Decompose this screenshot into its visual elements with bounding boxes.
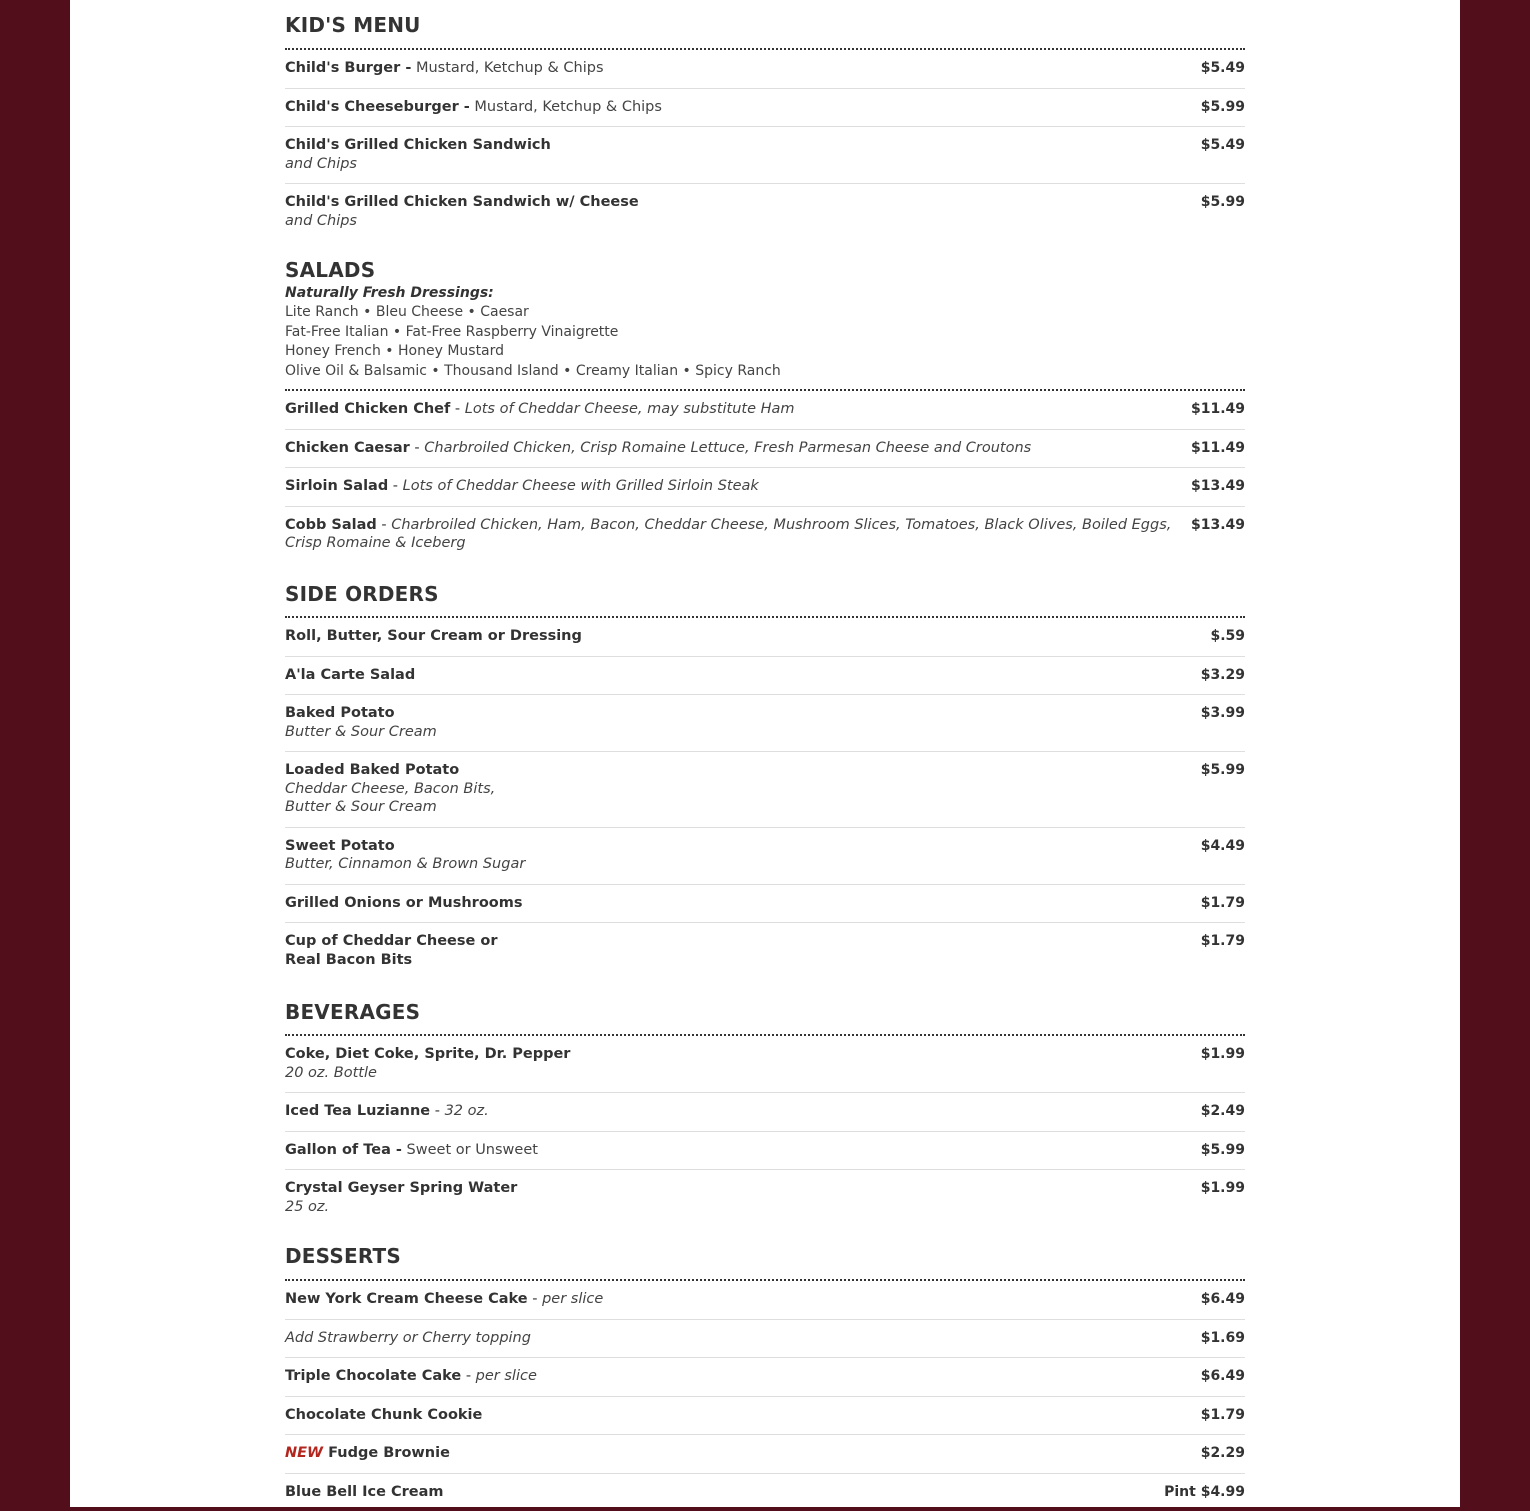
menu-item xyxy=(285,828,1245,885)
menu-page xyxy=(70,0,1460,1507)
item-price: $3.29 xyxy=(1201,666,1245,685)
item-separator: - xyxy=(461,1368,475,1384)
item-price: $.59 xyxy=(1210,627,1245,646)
item-name: Roll, Butter, Sour Cream or Dressing xyxy=(285,628,582,644)
menu-item xyxy=(285,430,1245,469)
item-price: $1.99 xyxy=(1201,1045,1245,1064)
item-description: 32 oz. xyxy=(445,1103,489,1119)
item-name: Sirloin Salad xyxy=(285,478,388,494)
item-price: $3.99 xyxy=(1201,704,1245,723)
item-description: Butter, Cinnamon & Brown Sugar xyxy=(285,855,1185,874)
item-description: Lots of Cheddar Cheese, may substitute Ham xyxy=(465,401,795,417)
menu-item xyxy=(285,695,1245,752)
item-description: and Chips xyxy=(285,155,1185,174)
item-name: Child's Grilled Chicken Sandwich xyxy=(285,137,551,153)
item-name: Chocolate Chunk Cookie xyxy=(285,1407,482,1423)
item-price: $5.99 xyxy=(1201,761,1245,780)
item-price: $2.29 xyxy=(1201,1444,1245,1463)
item-name: Real Bacon Bits xyxy=(285,951,1185,970)
item-name: A'la Carte Salad xyxy=(285,667,415,683)
item-name: Fudge Brownie xyxy=(323,1445,450,1461)
item-name: Triple Chocolate Cake xyxy=(285,1368,461,1384)
item-name: Cobb Salad xyxy=(285,517,377,533)
item-price: $5.49 xyxy=(1201,136,1245,155)
menu-item xyxy=(285,1170,1245,1226)
salads-section xyxy=(285,257,1245,563)
item-price: $2.49 xyxy=(1201,1102,1245,1121)
item-name: Baked Potato xyxy=(285,705,395,721)
item-price: $1.99 xyxy=(1201,1179,1245,1198)
section-title: KID'S MENU xyxy=(285,12,1245,38)
item-name: Sweet Potato xyxy=(285,838,395,854)
item-name: Crystal Geyser Spring Water xyxy=(285,1180,517,1196)
item-description: Mustard, Ketchup & Chips xyxy=(470,99,662,115)
menu-item xyxy=(285,1093,1245,1132)
item-description: per slice xyxy=(476,1368,537,1384)
item-separator: - xyxy=(377,517,391,533)
dressings-line: Lite Ranch • Bleu Cheese • Caesar xyxy=(285,303,1245,323)
item-price: $11.49 xyxy=(1191,400,1245,419)
menu-item xyxy=(285,1281,1245,1320)
item-separator: - xyxy=(528,1291,542,1307)
new-badge: NEW xyxy=(285,1445,323,1461)
menu-item xyxy=(285,885,1245,924)
item-description: Butter & Sour Cream xyxy=(285,798,1185,817)
menu-item xyxy=(285,50,1245,89)
item-price: Pint $4.99 xyxy=(1164,1483,1245,1502)
item-name: Child's Grilled Chicken Sandwich w/ Cheese xyxy=(285,194,639,210)
item-price: $13.49 xyxy=(1191,477,1245,496)
menu-item xyxy=(285,1397,1245,1436)
item-name: Iced Tea Luzianne xyxy=(285,1103,430,1119)
side-orders-section xyxy=(285,581,1245,979)
item-price: $6.49 xyxy=(1201,1290,1245,1309)
menu-item xyxy=(285,1358,1245,1397)
menu-item xyxy=(285,89,1245,128)
item-name: Child's Cheeseburger - xyxy=(285,99,470,115)
item-price: $1.79 xyxy=(1201,894,1245,913)
item-description: Lots of Cheddar Cheese with Grilled Sirloin Steak xyxy=(403,478,759,494)
item-separator: - xyxy=(410,440,424,456)
item-description: Cheddar Cheese, Bacon Bits, xyxy=(285,780,1185,799)
item-description: Charbroiled Chicken, Crisp Romaine Lettuce, Fresh Parmesan Cheese and Croutons xyxy=(424,440,1031,456)
item-name: Chicken Caesar xyxy=(285,440,410,456)
item-price: $13.49 xyxy=(1191,516,1245,535)
item-description: Sweet or Unsweet xyxy=(402,1142,538,1158)
menu-item xyxy=(285,184,1245,240)
menu-item xyxy=(285,752,1245,828)
item-description: Add Strawberry or Cherry topping xyxy=(285,1330,531,1346)
item-name: Coke, Diet Coke, Sprite, Dr. Pepper xyxy=(285,1046,570,1062)
menu-item xyxy=(285,1320,1245,1359)
section-title: DESSERTS xyxy=(285,1243,1245,1269)
item-description: Butter & Sour Cream xyxy=(285,723,1185,742)
section-title: SIDE ORDERS xyxy=(285,581,1245,607)
item-separator: - xyxy=(430,1103,444,1119)
item-separator: - xyxy=(450,401,464,417)
item-description: 20 oz. Bottle xyxy=(285,1064,1185,1083)
section-title: SALADS xyxy=(285,257,1245,283)
item-description: 25 oz. xyxy=(285,1198,1185,1217)
item-price: $1.79 xyxy=(1201,932,1245,951)
menu-item xyxy=(285,1435,1245,1474)
item-name: Gallon of Tea - xyxy=(285,1142,402,1158)
item-name: Cup of Cheddar Cheese or xyxy=(285,932,1185,951)
item-name: Blue Bell Ice Cream xyxy=(285,1484,444,1500)
menu-item xyxy=(285,923,1245,979)
menu-item xyxy=(285,1474,1245,1511)
kids-menu-section xyxy=(285,12,1245,240)
desserts-section xyxy=(285,1243,1245,1511)
item-price: $1.69 xyxy=(1201,1329,1245,1348)
menu-item xyxy=(285,468,1245,507)
item-price: $5.49 xyxy=(1201,59,1245,78)
dressings-heading: Naturally Fresh Dressings: xyxy=(285,283,1245,303)
menu-item xyxy=(285,618,1245,657)
menu-item xyxy=(285,1036,1245,1093)
menu-item xyxy=(285,1132,1245,1171)
dressings-line: Olive Oil & Balsamic • Thousand Island • Creamy Italian • Spicy Ranch xyxy=(285,362,1245,382)
dressings-line: Honey French • Honey Mustard xyxy=(285,342,1245,362)
section-title: BEVERAGES xyxy=(285,999,1245,1025)
beverages-section xyxy=(285,999,1245,1226)
item-price: $5.99 xyxy=(1201,1141,1245,1160)
menu-item xyxy=(285,657,1245,696)
dressings-line: Fat-Free Italian • Fat-Free Raspberry Vinaigrette xyxy=(285,323,1245,343)
item-name: Child's Burger - xyxy=(285,60,411,76)
item-name: Grilled Chicken Chef xyxy=(285,401,450,417)
item-price: $11.49 xyxy=(1191,439,1245,458)
menu-item xyxy=(285,391,1245,430)
menu-item xyxy=(285,127,1245,184)
item-price: $5.99 xyxy=(1201,193,1245,212)
item-name: Grilled Onions or Mushrooms xyxy=(285,895,523,911)
item-price: $6.49 xyxy=(1201,1367,1245,1386)
item-description: Mustard, Ketchup & Chips xyxy=(411,60,603,76)
item-price: $1.79 xyxy=(1201,1406,1245,1425)
item-separator: - xyxy=(388,478,402,494)
item-price: $5.99 xyxy=(1201,98,1245,117)
item-name: New York Cream Cheese Cake xyxy=(285,1291,528,1307)
menu-item xyxy=(285,507,1245,563)
item-description: per slice xyxy=(542,1291,603,1307)
item-name: Loaded Baked Potato xyxy=(285,762,459,778)
item-price: $4.49 xyxy=(1201,837,1245,856)
item-description: and Chips xyxy=(285,212,1185,231)
item-description: Charbroiled Chicken, Ham, Bacon, Cheddar Cheese, Mushroom Slices, Tomatoes, Black Olives, Boiled Eggs, Crisp Romaine & Iceberg xyxy=(285,517,1171,552)
